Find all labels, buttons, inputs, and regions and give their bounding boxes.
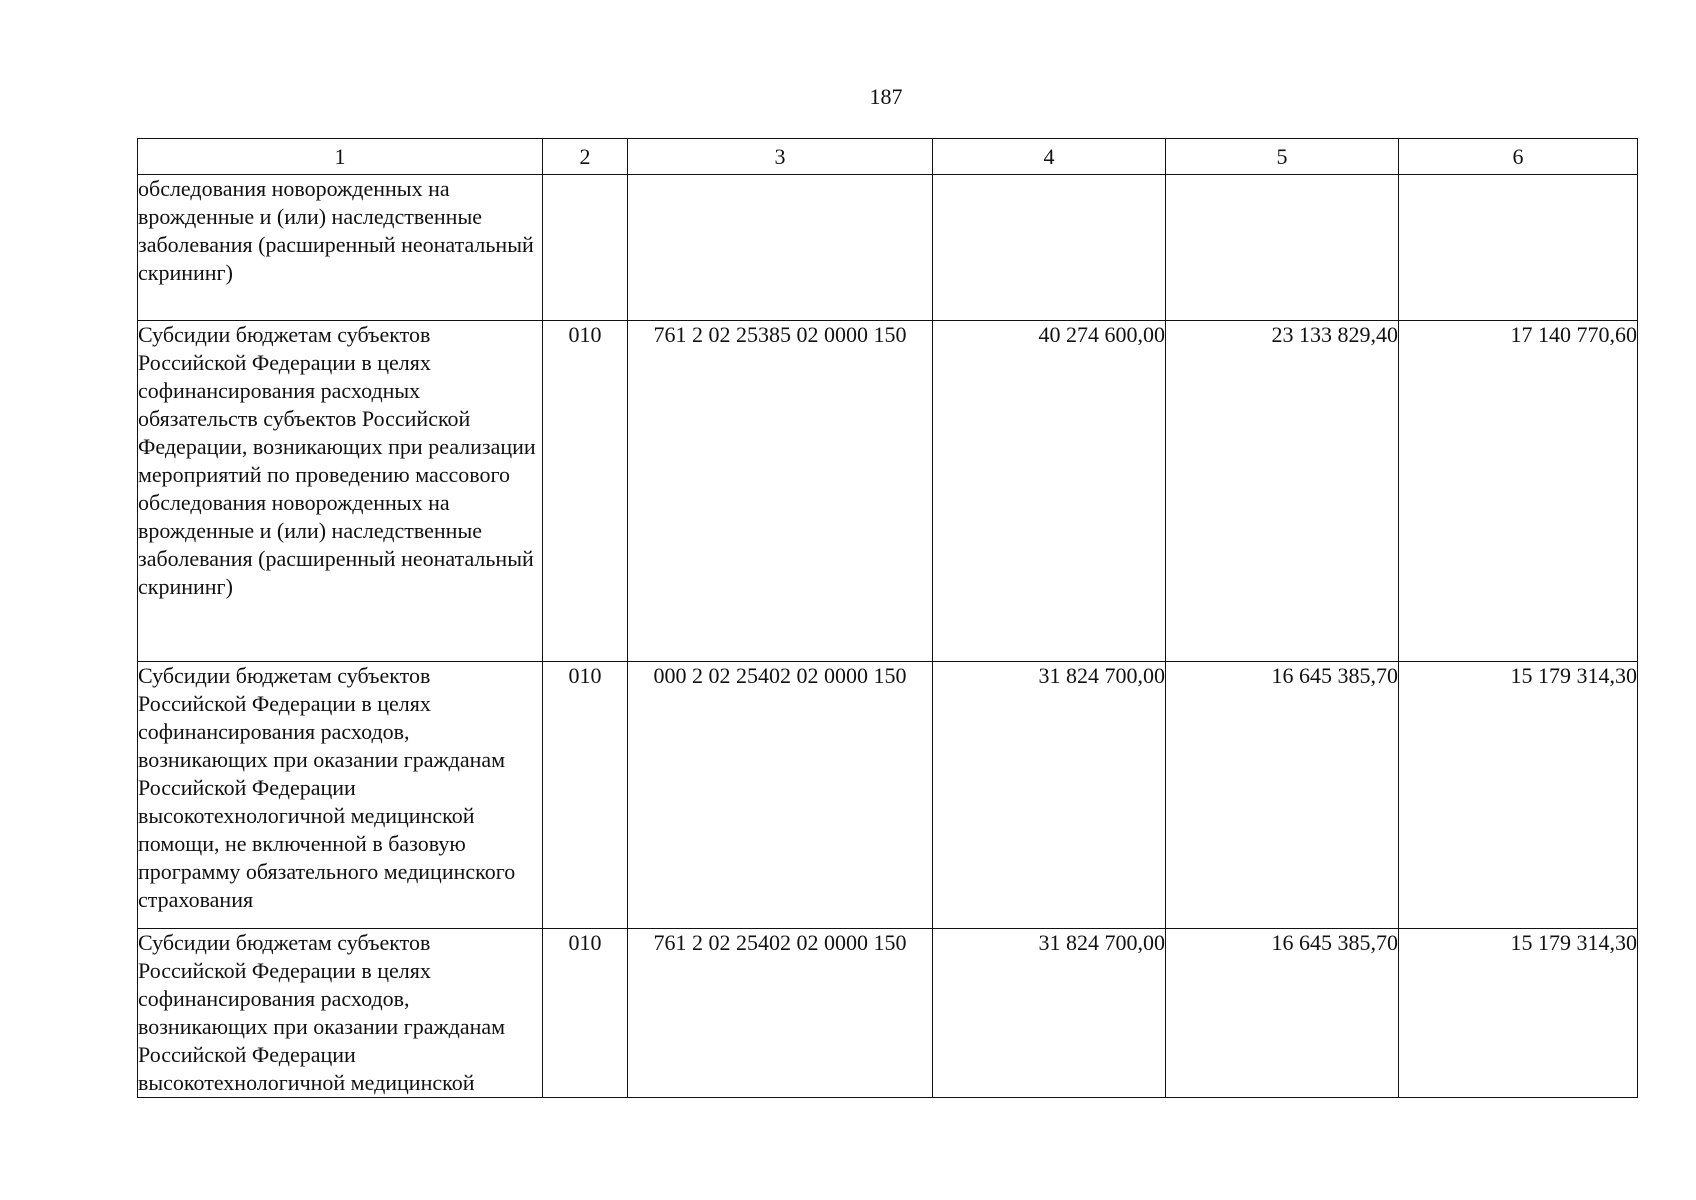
- row-value-col4-cell: 31 824 700,00: [933, 662, 1166, 929]
- row-value-col4-cell: 40 274 600,00: [933, 321, 1166, 662]
- row-name-cell: обследования новорожденных на врожденные и (или) наследственные заболевания (расширенный неонатальный скрининг): [138, 175, 543, 321]
- row-code-cell: [543, 175, 628, 321]
- row-value-col6-cell: [1399, 175, 1638, 321]
- row-value-col5-cell: 16 645 385,70: [1166, 662, 1399, 929]
- row-name-cell: Субсидии бюджетам субъектов Российской Федерации в целях софинансирования расходов, возникающих при оказании гражданам Российской Федерации высокотехнологичной медицинской: [138, 929, 543, 1098]
- row-value-col6-cell: 15 179 314,30: [1399, 929, 1638, 1098]
- row-kbk-cell: 000 2 02 25402 02 0000 150: [628, 662, 933, 929]
- row-kbk-cell: 761 2 02 25402 02 0000 150: [628, 929, 933, 1098]
- row-value-col5-cell: 16 645 385,70: [1166, 929, 1399, 1098]
- row-value-col5-cell: [1166, 175, 1399, 321]
- column-header-1: 1: [138, 139, 543, 175]
- row-value-col4-cell: 31 824 700,00: [933, 929, 1166, 1098]
- column-header-5: 5: [1166, 139, 1399, 175]
- row-value-col6-cell: 17 140 770,60: [1399, 321, 1638, 662]
- row-kbk-cell: [628, 175, 933, 321]
- row-name-cell: Субсидии бюджетам субъектов Российской Федерации в целях софинансирования расходов, возникающих при оказании гражданам Российской Федерации высокотехнологичной медицинской помощи, не включенной в базовую программу обязательного медицинского страхования: [138, 662, 543, 929]
- column-header-4: 4: [933, 139, 1166, 175]
- column-header-6: 6: [1399, 139, 1638, 175]
- table-row: [138, 929, 1638, 1098]
- table-header-row: [138, 139, 1638, 175]
- row-code-cell: 010: [543, 929, 628, 1098]
- row-value-col6-cell: 15 179 314,30: [1399, 662, 1638, 929]
- table-row: [138, 175, 1638, 321]
- row-value-col4-cell: [933, 175, 1166, 321]
- row-kbk-cell: 761 2 02 25385 02 0000 150: [628, 321, 933, 662]
- column-header-3: 3: [628, 139, 933, 175]
- row-value-col5-cell: 23 133 829,40: [1166, 321, 1399, 662]
- row-code-cell: 010: [543, 662, 628, 929]
- row-code-cell: 010: [543, 321, 628, 662]
- column-header-2: 2: [543, 139, 628, 175]
- page-number: 187: [869, 84, 903, 109]
- row-name-cell: Субсидии бюджетам субъектов Российской Федерации в целях софинансирования расходных обязательств субъектов Российской Федерации, возникающих при реализации мероприятий по проведению массового обследования новорожденных на врожденные и (или) наследственные заболевания (расширенный неонатальный скрининг): [138, 321, 543, 662]
- table-row: [138, 662, 1638, 929]
- table-row: [138, 321, 1638, 662]
- budget-table: [137, 138, 1638, 1098]
